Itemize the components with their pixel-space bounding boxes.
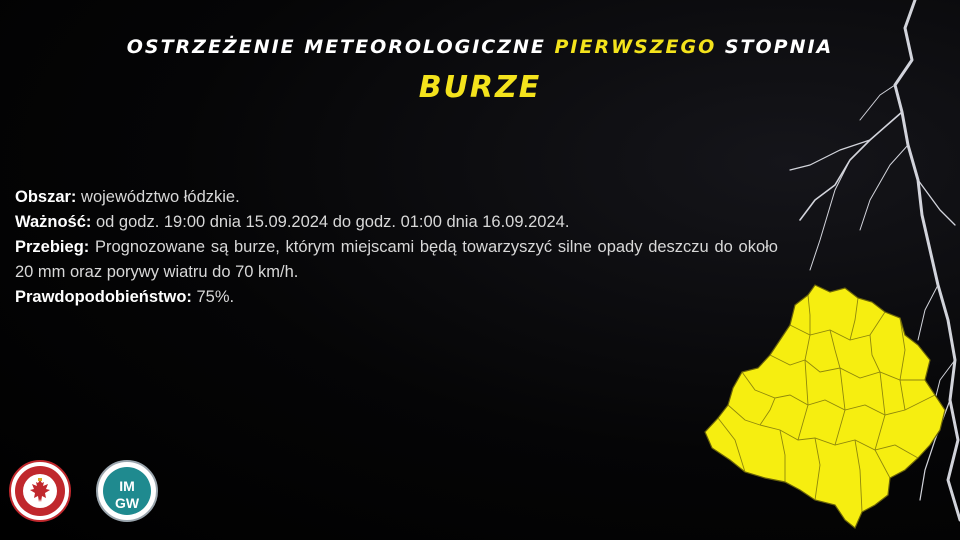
area-value: województwo łódzkie. (76, 188, 240, 206)
validity-label: Ważność: (15, 213, 92, 231)
probability-value: 75%. (191, 288, 235, 306)
eagle-icon (29, 478, 51, 504)
title-part2: STOPNIA (716, 36, 834, 58)
polish-government-seal-logo (9, 460, 71, 522)
course-value: Prognozowane są burze, którym miejscami będą towarzyszyć silne opady deszczu do około 20 mm oraz porywy wiatru do 70 km/h. (15, 238, 778, 281)
validity-value: od godz. 19:00 dnia 15.09.2024 do godz. 01:00 dnia 16.09.2024. (91, 213, 570, 231)
title-part1: OSTRZEŻENIE METEOROLOGICZNE (126, 36, 555, 58)
warning-subtitle: BURZE (418, 70, 542, 105)
probability-label: Prawdopodobieństwo: (15, 288, 192, 306)
course-label: Przebieg: (15, 238, 90, 256)
area-label: Obszar: (15, 188, 77, 206)
title-highlight: PIERWSZEGO (554, 36, 717, 58)
region-outline (705, 285, 945, 528)
imgw-logo (96, 460, 158, 522)
imgw-logo-line2: GW (114, 495, 140, 511)
imgw-logo-line1: IM (119, 478, 135, 494)
